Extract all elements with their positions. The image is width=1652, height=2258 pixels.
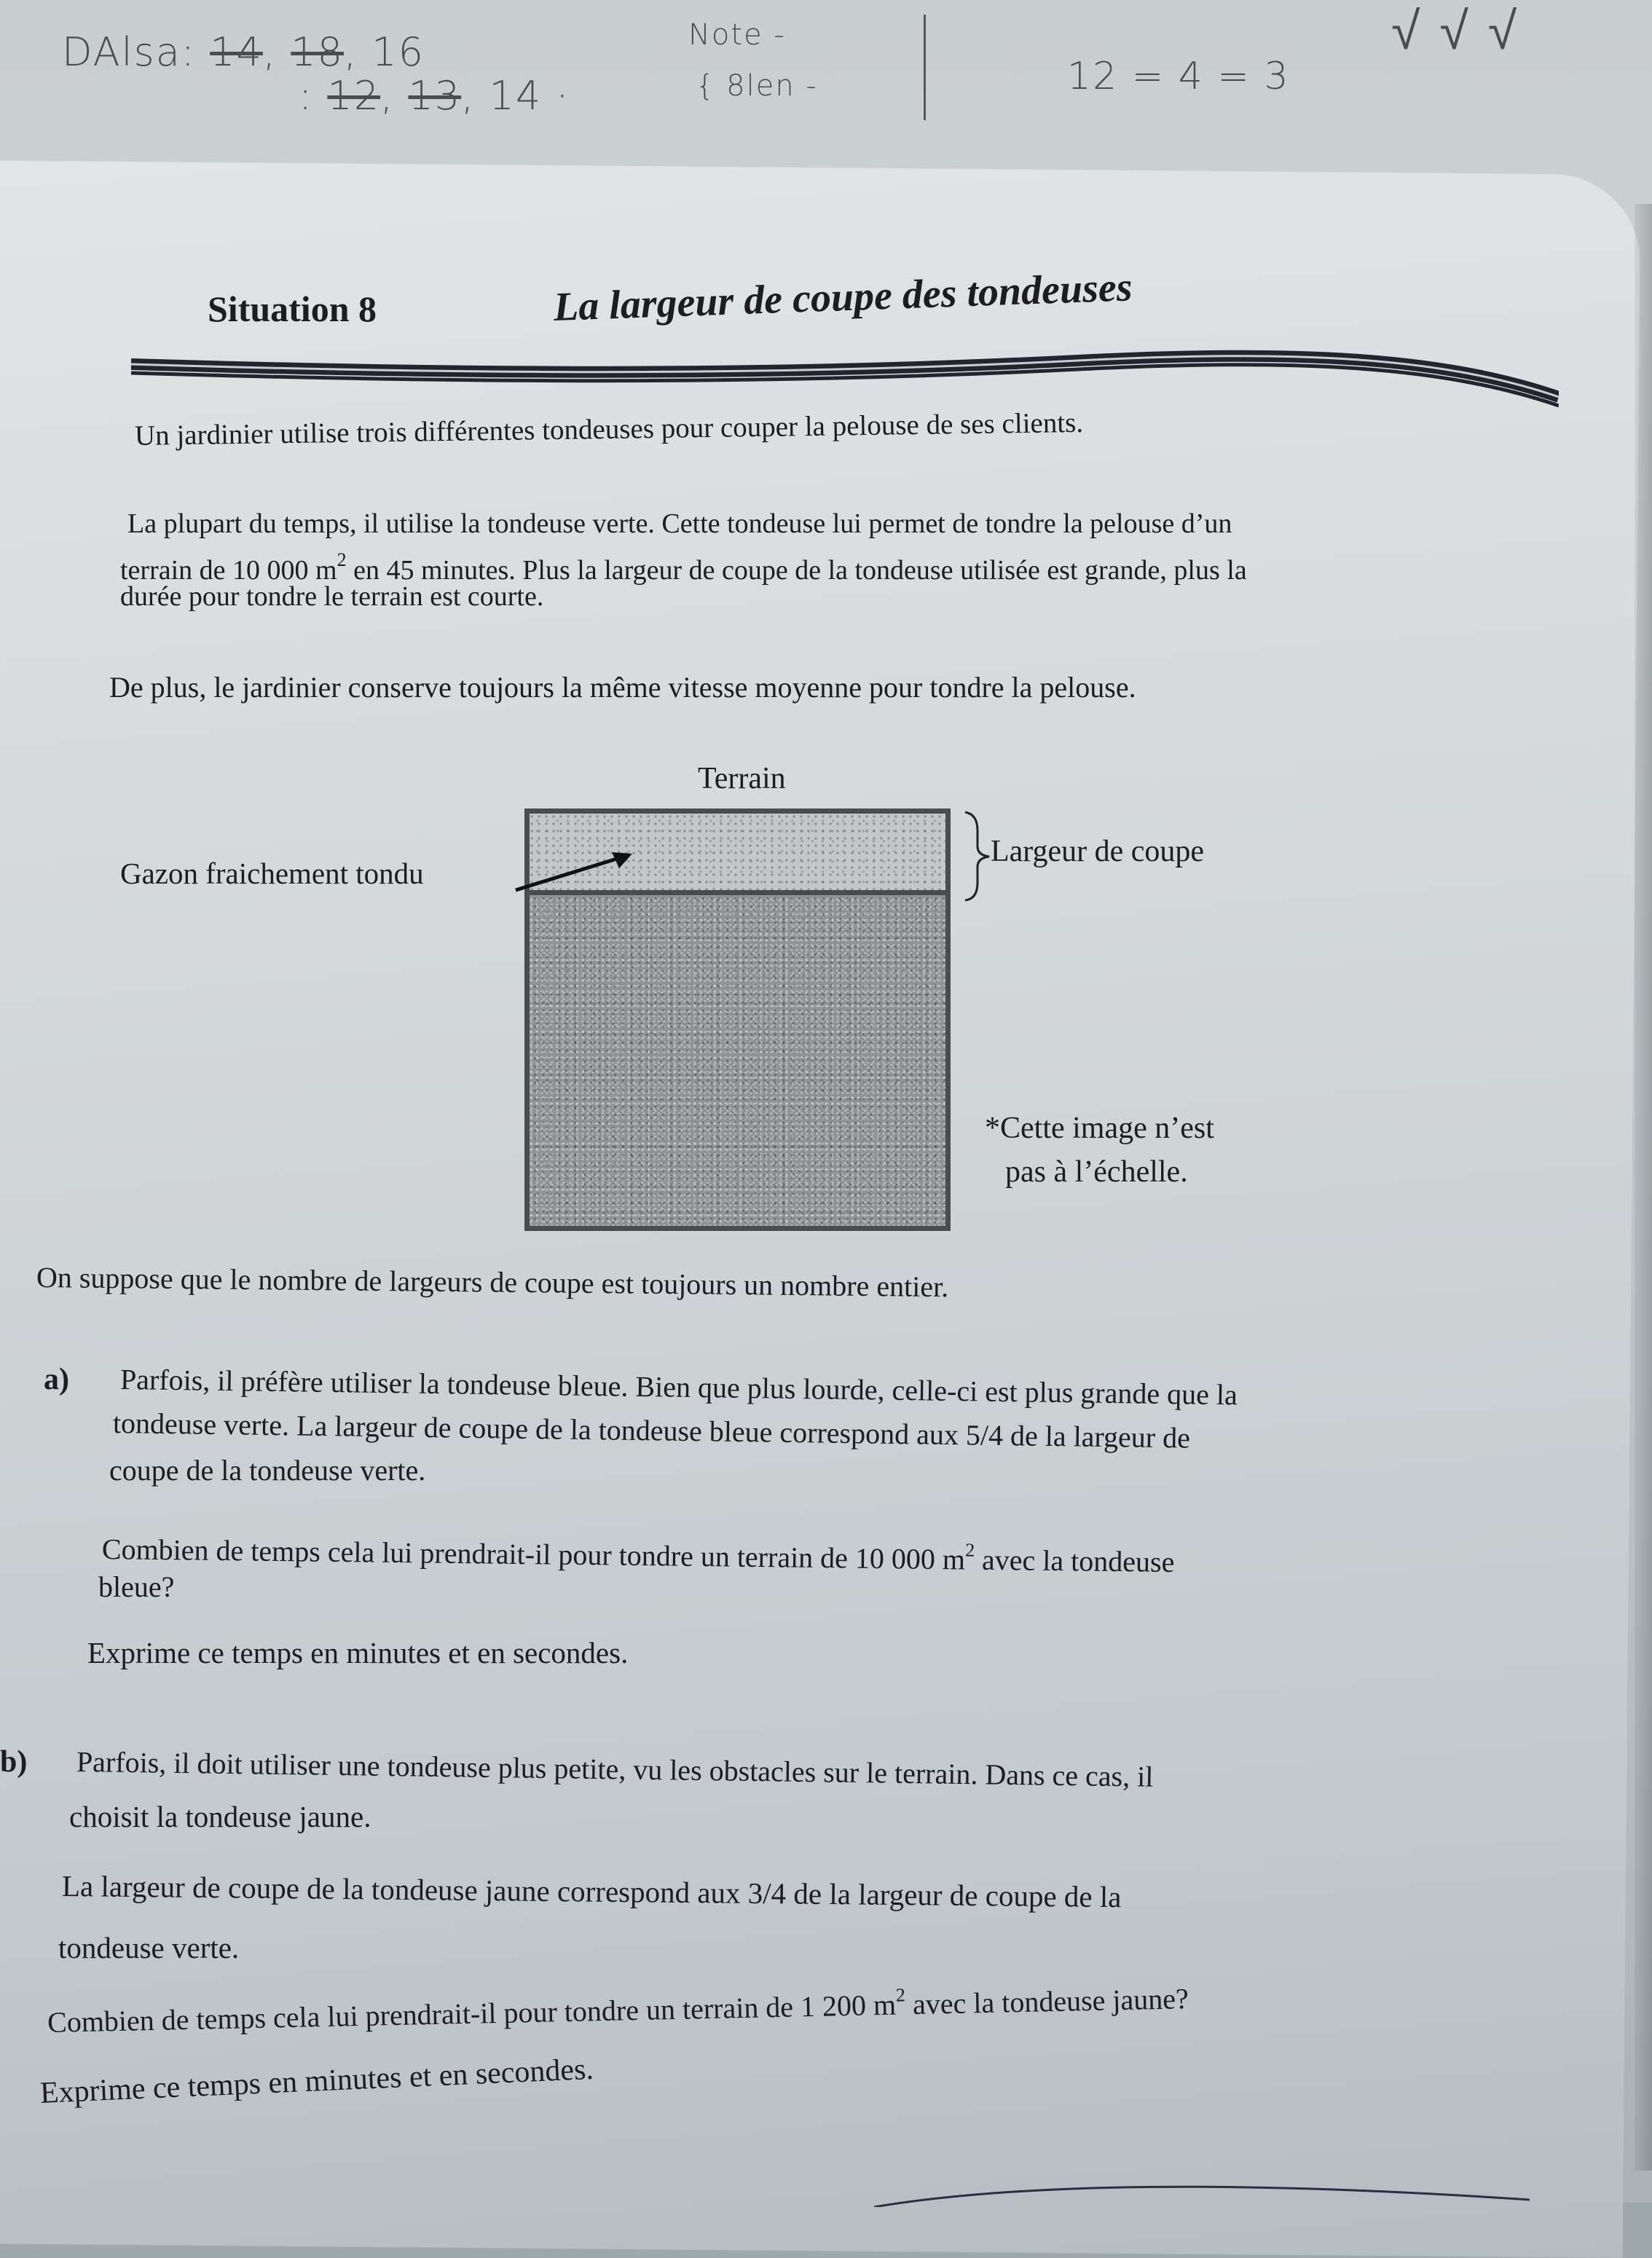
handwritten-vertical-line (924, 15, 926, 120)
arrow-icon (510, 845, 641, 896)
handwritten-number: 14 · (489, 73, 570, 119)
question-a-line-1: Parfois, il préfère utiliser la tondeuse bleue. Bien que plus lourde, celle-ci est plus grande que la (119, 1363, 1238, 1412)
handwritten-note-value: { 8len - (696, 69, 818, 103)
scale-note-line-2: pas à l’échelle. (1005, 1155, 1188, 1189)
struck-number: 18 (291, 29, 344, 75)
handwritten-number: 16 (371, 29, 425, 75)
superscript: 2 (965, 1539, 975, 1561)
arrow-label: Gazon fraichement tondu (120, 857, 424, 890)
assumption-text: On suppose que le nombre de largeurs de coupe est toujours un nombre entier. (36, 1261, 949, 1304)
intro-paragraph-2-line-1: La plupart du temps, il utilise la tondeuse verte. Cette tondeuse lui permet de tondre la pelouse d’un (127, 508, 1232, 539)
intro-paragraph-1: Un jardinier utilise trois différentes tondeuses pour couper la pelouse de ses clients. (134, 406, 1084, 452)
situation-label: Situation 8 (208, 288, 377, 329)
superscript: 2 (337, 549, 347, 570)
diagram-title: Terrain (698, 762, 786, 795)
handwritten-scores-line1: DAlsa: 14, 18, 16 (62, 29, 425, 75)
handwritten-scores-line2: : 12, 13, 14 · (299, 73, 570, 119)
ask-text: Combien de temps cela lui prendrait-il pour tondre un terrain de 1 200 m (47, 1988, 897, 2039)
intro-paragraph-2-line-3: durée pour tondre le terrain est courte. (120, 581, 544, 612)
page-edge-shadow (1635, 204, 1652, 2171)
intro-paragraph-3: De plus, le jardinier conserve toujours la même vitesse moyenne pour tondre la pelouse. (109, 671, 1136, 704)
question-b-express: Exprime ce temps en minutes et en secondes. (39, 2052, 594, 2110)
question-a-line-2: tondeuse verte. La largeur de coupe de la tondeuse bleue correspond aux 5/4 de la largeur de (112, 1407, 1191, 1455)
handwritten-name: DAlsa: (62, 29, 196, 75)
question-a-express: Exprime ce temps en minutes et en secondes. (87, 1636, 629, 1669)
ask-text-end: avec la tondeuse jaune? (905, 1982, 1189, 2021)
area-text: terrain de 10 000 m (120, 555, 337, 586)
question-a-ask-line-2: bleue? (98, 1570, 175, 1603)
question-b-line-2: choisit la tondeuse jaune. (69, 1800, 371, 1833)
question-b-marker: b) (0, 1745, 28, 1779)
question-a-line-3: coupe de la tondeuse verte. (109, 1454, 426, 1487)
handwritten-colon: : (299, 73, 314, 119)
handwritten-equation: 12 = 4 = 3 (1067, 55, 1290, 98)
handwritten-check-marks: √ √ √ (1391, 0, 1519, 61)
page-curl-edge (874, 2178, 1530, 2207)
struck-number: 12 (327, 73, 381, 119)
brace-label: Largeur de coupe (991, 835, 1205, 868)
scale-note-line-1: *Cette image n’est (985, 1112, 1214, 1145)
question-b-line-3: La largeur de coupe de la tondeuse jaune correspond aux 3/4 de la largeur de coupe de la (61, 1869, 1122, 1914)
question-a-marker: a) (44, 1363, 69, 1396)
question-b-line-4: tondeuse verte. (58, 1931, 240, 1964)
handwritten-note-label: Note - (688, 18, 786, 52)
page-title: La largeur de coupe des tondeuses (552, 264, 1133, 330)
struck-number: 14 (210, 29, 263, 75)
ask-text: Combien de temps cela lui prendrait-il pour tondre un terrain de 10 000 m (101, 1533, 966, 1576)
duration-text: en 45 minutes. Plus la largeur de coupe de la tondeuse utilisée est grande, plus la (346, 555, 1247, 586)
struck-number: 13 (408, 73, 462, 119)
superscript: 2 (895, 1984, 906, 2006)
ask-text-end: avec la tondeuse (974, 1543, 1175, 1578)
question-b-line-1: Parfois, il doit utiliser une tondeuse plus petite, vu les obstacles sur le terrain. Dans ce cas, il (76, 1745, 1154, 1793)
